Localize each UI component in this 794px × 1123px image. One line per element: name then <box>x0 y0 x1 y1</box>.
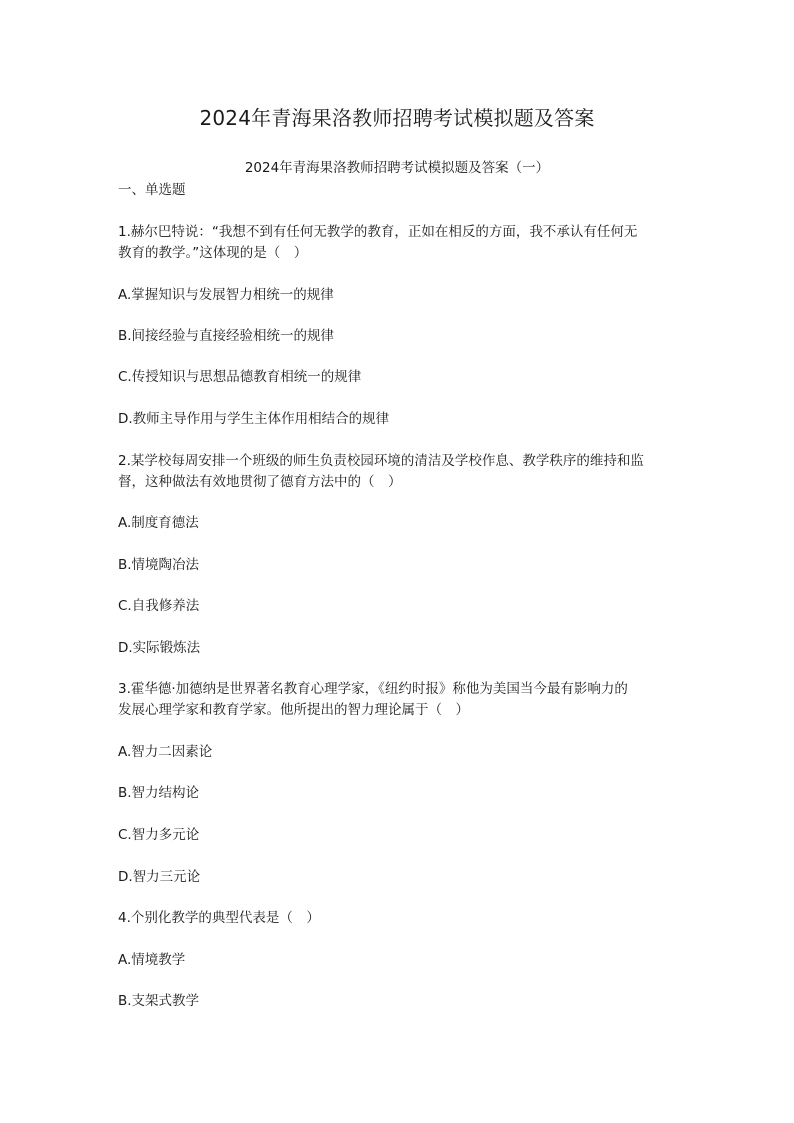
question-2-option-b: B.情境陶冶法 <box>118 557 200 573</box>
question-1-option-a: A.掌握知识与发展智力相统一的规律 <box>118 287 334 303</box>
question-2-option-a: A.制度育德法 <box>118 515 199 531</box>
question-3-stem-line-1: 3.霍华德·加德纳是世界著名教育心理学家，《纽约时报》称他为美国当今最有影响力的 <box>118 681 628 697</box>
question-4-option-a: A.情境教学 <box>118 952 186 968</box>
section-heading: 一、单选题 <box>118 182 186 198</box>
question-3-stem-line-2: 发展心理学家和教育学家。他所提出的智力理论属于（ ） <box>118 702 469 718</box>
question-4-option-b: B.支架式教学 <box>118 993 200 1009</box>
question-1-option-d: D.教师主导作用与学生主体作用相结合的规律 <box>118 411 390 427</box>
question-2-stem-line-1: 2.某学校每周安排一个班级的师生负责校园环境的清洁及学校作息、教学秩序的维持和监 <box>118 453 644 469</box>
question-3-option-c: C.智力多元论 <box>118 827 200 843</box>
question-4-stem-line-1: 4.个别化教学的典型代表是（ ） <box>118 910 320 926</box>
question-1-stem-line-2: 教育的教学。”这体现的是（ ） <box>118 245 308 261</box>
question-2-option-c: C.自我修养法 <box>118 598 200 614</box>
document-subtitle: 2024年青海果洛教师招聘考试模拟题及答案（一） <box>244 160 550 176</box>
question-3-option-d: D.智力三元论 <box>118 869 201 885</box>
question-1-stem-line-1: 1.赫尔巴特说：“我想不到有任何无教学的教育，正如在相反的方面，我不承认有任何无 <box>118 224 638 240</box>
question-3-option-b: B.智力结构论 <box>118 785 200 801</box>
question-2-stem-line-2: 督，这种做法有效地贯彻了德育方法中的（ ） <box>118 474 402 490</box>
document-title: 2024年青海果洛教师招聘考试模拟题及答案 <box>199 106 595 130</box>
question-1-option-c: C.传授知识与思想品德教育相统一的规律 <box>118 369 362 385</box>
question-2-option-d: D.实际锻炼法 <box>118 640 201 656</box>
question-3-option-a: A.智力二因素论 <box>118 744 213 760</box>
question-1-option-b: B.间接经验与直接经验相统一的规律 <box>118 328 335 344</box>
